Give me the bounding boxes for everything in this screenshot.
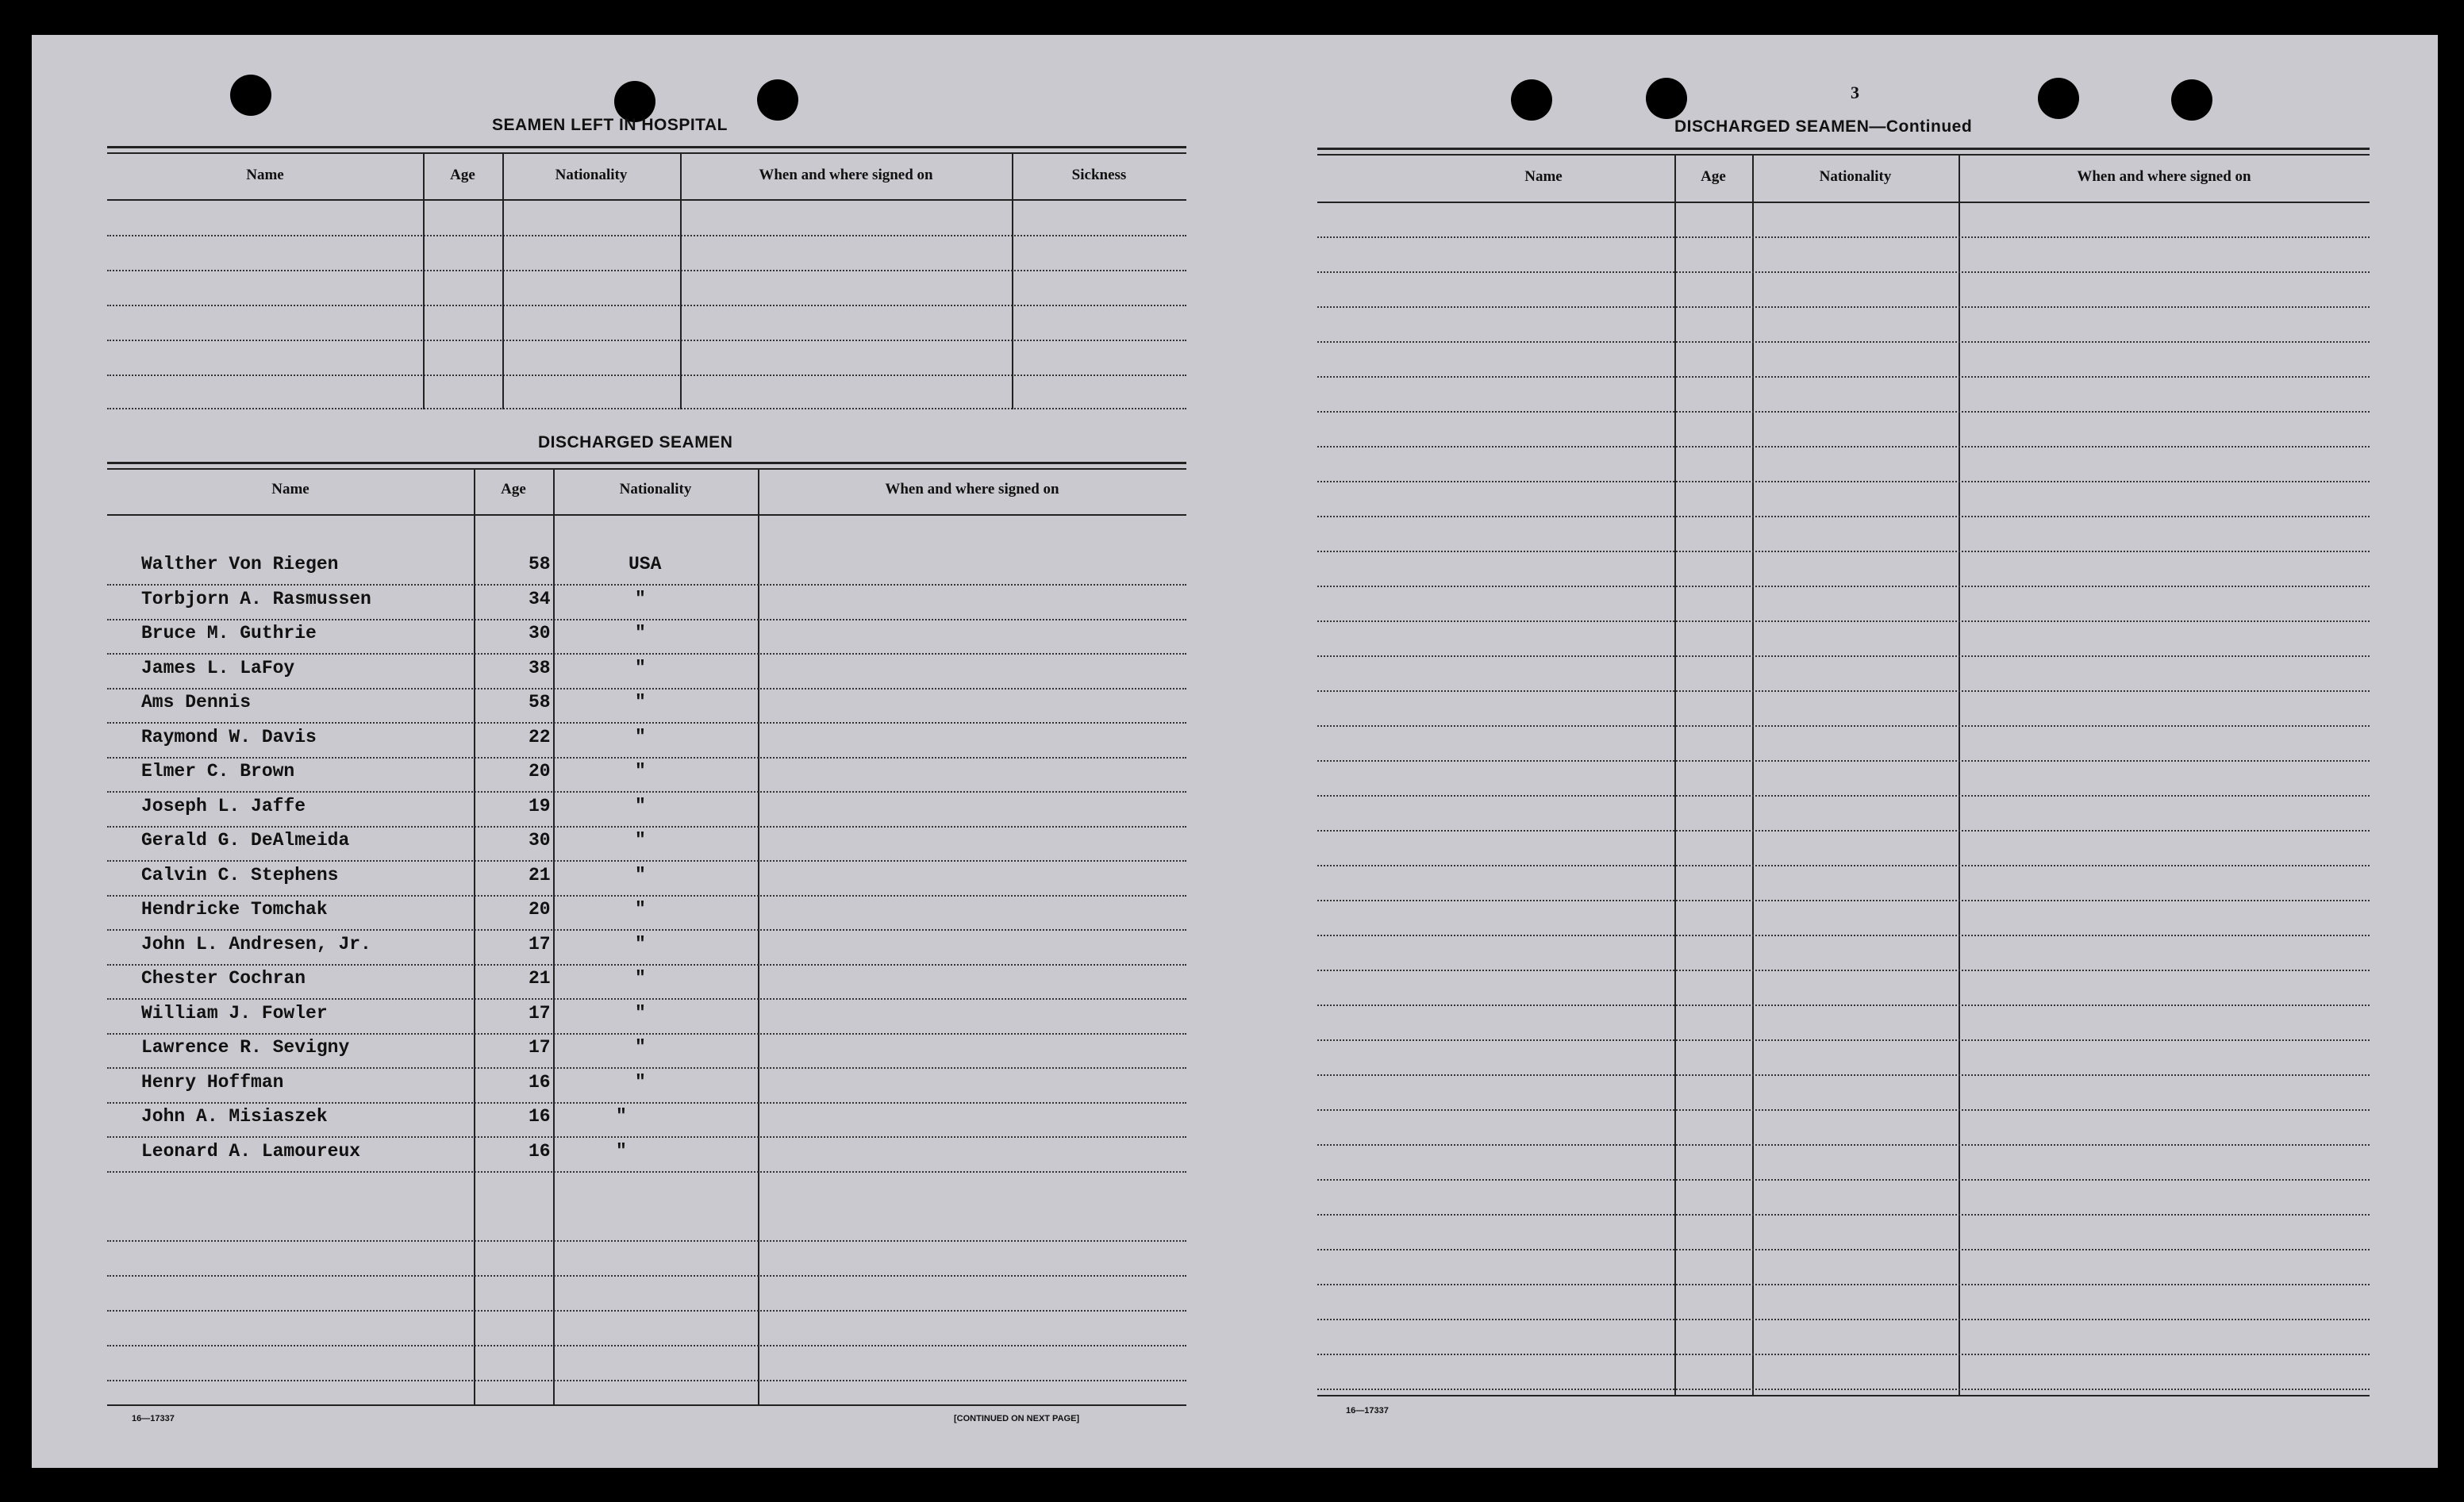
seaman-name: John L. Andresen, Jr. bbox=[141, 934, 371, 955]
seaman-age: 17 bbox=[529, 934, 551, 955]
hospital-header-nationality: Nationality bbox=[555, 167, 628, 183]
right-header-signed-on: When and where signed on bbox=[2077, 168, 2251, 185]
document-paper bbox=[32, 35, 2438, 1468]
seaman-nationality: " bbox=[635, 589, 646, 609]
seaman-name: James L. LaFoy bbox=[141, 658, 295, 678]
page-number: 3 bbox=[1851, 83, 1859, 102]
seaman-age: 21 bbox=[529, 865, 551, 885]
seaman-nationality: USA bbox=[628, 554, 662, 574]
seaman-nationality: " bbox=[635, 623, 646, 643]
seaman-age: 58 bbox=[529, 554, 551, 574]
seaman-name: Raymond W. Davis bbox=[141, 727, 317, 747]
discharged-header-nationality: Nationality bbox=[619, 481, 692, 497]
seaman-age: 22 bbox=[529, 727, 551, 747]
seaman-nationality: " bbox=[635, 865, 646, 885]
seaman-name: John A. Misiaszek bbox=[141, 1106, 328, 1127]
seaman-age: 38 bbox=[529, 658, 551, 678]
seaman-name: Leonard A. Lamoureux bbox=[141, 1141, 361, 1162]
seaman-nationality: " bbox=[635, 830, 646, 851]
seaman-name: William J. Fowler bbox=[141, 1003, 328, 1024]
seaman-age: 20 bbox=[529, 761, 551, 782]
seaman-name: Gerald G. DeAlmeida bbox=[141, 830, 350, 851]
seaman-age: 21 bbox=[529, 968, 551, 989]
seaman-nationality: " bbox=[635, 727, 646, 747]
seaman-name: Bruce M. Guthrie bbox=[141, 623, 317, 643]
right-header-nationality: Nationality bbox=[1819, 168, 1892, 185]
right-header-name: Name bbox=[1524, 168, 1563, 185]
hospital-header-name: Name bbox=[246, 167, 284, 183]
seaman-age: 30 bbox=[529, 830, 551, 851]
hospital-section-title: SEAMEN LEFT IN HOSPITAL bbox=[492, 116, 728, 134]
continued-note: [CONTINUED ON NEXT PAGE] bbox=[954, 1414, 1080, 1423]
right-form-number: 16—17337 bbox=[1346, 1406, 1389, 1416]
seaman-name: Joseph L. Jaffe bbox=[141, 796, 306, 816]
seaman-name: Walther Von Riegen bbox=[141, 554, 339, 574]
seaman-age: 16 bbox=[529, 1072, 551, 1093]
hospital-header-sickness: Sickness bbox=[1071, 167, 1127, 183]
seaman-nationality: " bbox=[635, 1072, 646, 1093]
seaman-nationality: " bbox=[635, 658, 646, 678]
seaman-nationality: " bbox=[635, 968, 646, 989]
discharged-header-signed-on: When and where signed on bbox=[885, 481, 1059, 497]
discharged-section-title: DISCHARGED SEAMEN bbox=[538, 433, 733, 451]
seaman-nationality: " bbox=[616, 1106, 627, 1127]
seaman-nationality: " bbox=[635, 796, 646, 816]
hospital-header-signed-on: When and where signed on bbox=[759, 167, 933, 183]
right-page bbox=[1222, 35, 2438, 1468]
right-section-title: DISCHARGED SEAMEN—Continued bbox=[1674, 117, 1973, 136]
seaman-age: 17 bbox=[529, 1037, 551, 1058]
right-header-age: Age bbox=[1701, 168, 1726, 185]
seaman-nationality: " bbox=[635, 1037, 646, 1058]
seaman-age: 17 bbox=[529, 1003, 551, 1024]
seaman-nationality: " bbox=[635, 761, 646, 782]
seaman-age: 16 bbox=[529, 1141, 551, 1162]
seaman-name: Elmer C. Brown bbox=[141, 761, 295, 782]
seaman-age: 58 bbox=[529, 692, 551, 713]
seaman-age: 30 bbox=[529, 623, 551, 643]
seaman-nationality: " bbox=[635, 692, 646, 713]
left-page bbox=[32, 35, 1222, 1468]
seaman-name: Henry Hoffman bbox=[141, 1072, 284, 1093]
seaman-age: 20 bbox=[529, 899, 551, 920]
seaman-name: Hendricke Tomchak bbox=[141, 899, 328, 920]
hospital-header-age: Age bbox=[450, 167, 475, 183]
seaman-age: 34 bbox=[529, 589, 551, 609]
left-form-number: 16—17337 bbox=[132, 1414, 175, 1423]
seaman-nationality: " bbox=[635, 1003, 646, 1024]
seaman-age: 16 bbox=[529, 1106, 551, 1127]
seaman-name: Lawrence R. Sevigny bbox=[141, 1037, 350, 1058]
discharged-header-name: Name bbox=[271, 481, 309, 497]
seaman-name: Torbjorn A. Rasmussen bbox=[141, 589, 371, 609]
discharged-header-age: Age bbox=[501, 481, 526, 497]
seaman-name: Ams Dennis bbox=[141, 692, 252, 713]
seaman-nationality: " bbox=[616, 1141, 627, 1162]
seaman-nationality: " bbox=[635, 934, 646, 955]
seaman-name: Calvin C. Stephens bbox=[141, 865, 339, 885]
seaman-nationality: " bbox=[635, 899, 646, 920]
seaman-name: Chester Cochran bbox=[141, 968, 306, 989]
seaman-age: 19 bbox=[529, 796, 551, 816]
